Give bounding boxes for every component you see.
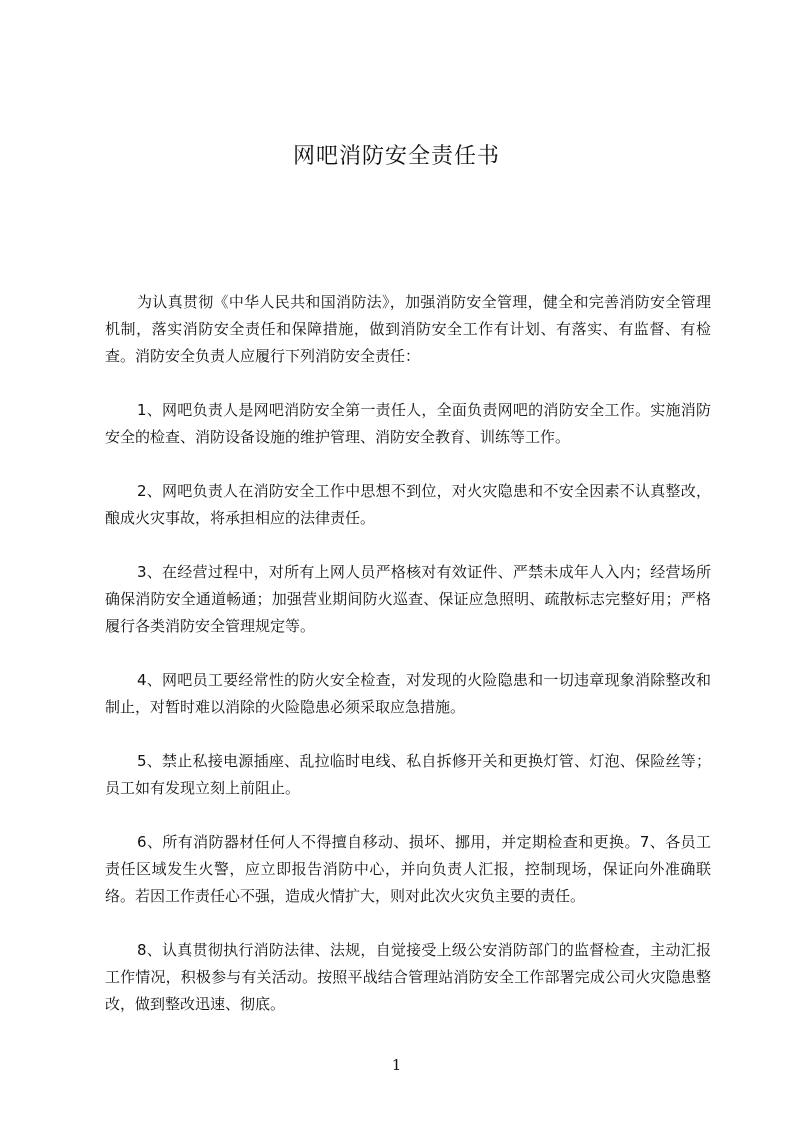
clause-3-paragraph: 3、在经营过程中，对所有上网人员严格核对有效证件、严禁未成年人入内；经营场所确保消防安全通道畅通；加强营业期间防火巡查、保证应急照明、疏散标志完整好用；严格履行各类消防安全管理规定等。 [105, 563, 711, 635]
intro-paragraph: 为认真贯彻《中华人民共和国消防法》，加强消防安全管理，健全和完善消防安全管理机制，落实消防安全责任和保障措施，做到消防安全工作有计划、有落实、有监督、有检查。消防安全负责人应履行下列消防安全责任： [105, 293, 711, 365]
clause-6-7-paragraph: 6、所有消防器材任何人不得擅自移动、损坏、挪用，并定期检查和更换。7、各员工责任区域发生火警，应立即报告消防中心，并向负责人汇报，控制现场，保证向外准确联络。若因工作责任心不强，造成火情扩大，则对此次火灾负主要的责任。 [105, 833, 711, 905]
document-body [105, 289, 711, 1018]
clause-1-paragraph: 1、网吧负责人是网吧消防安全第一责任人，全面负责网吧的消防安全工作。实施消防安全的检查、消防设备设施的维护管理、消防安全教育、训练等工作。 [105, 401, 711, 446]
clause-8-paragraph: 8、认真贯彻执行消防法律、法规，自觉接受上级公安消防部门的监督检查，主动汇报工作情况，积极参与有关活动。按照平战结合管理站消防安全工作部署完成公司火灾隐患整改，做到整改迅速、彻底。 [105, 941, 711, 1013]
clause-2-paragraph: 2、网吧负责人在消防安全工作中思想不到位，对火灾隐患和不安全因素不认真整改，酿成火灾事故，将承担相应的法律责任。 [105, 482, 711, 527]
page-number: 1 [391, 1056, 402, 1074]
clause-5-paragraph: 5、禁止私接电源插座、乱拉临时电线、私自拆修开关和更换灯管、灯泡、保险丝等；员工如有发现立刻上前阻止。 [105, 752, 711, 797]
document-title: 网吧消防安全责任书 [292, 144, 500, 169]
clause-4-paragraph: 4、网吧员工要经常性的防火安全检查，对发现的火险隐患和一切违章现象消除整改和制止，对暂时难以消除的火险隐患必须采取应急措施。 [105, 671, 711, 716]
